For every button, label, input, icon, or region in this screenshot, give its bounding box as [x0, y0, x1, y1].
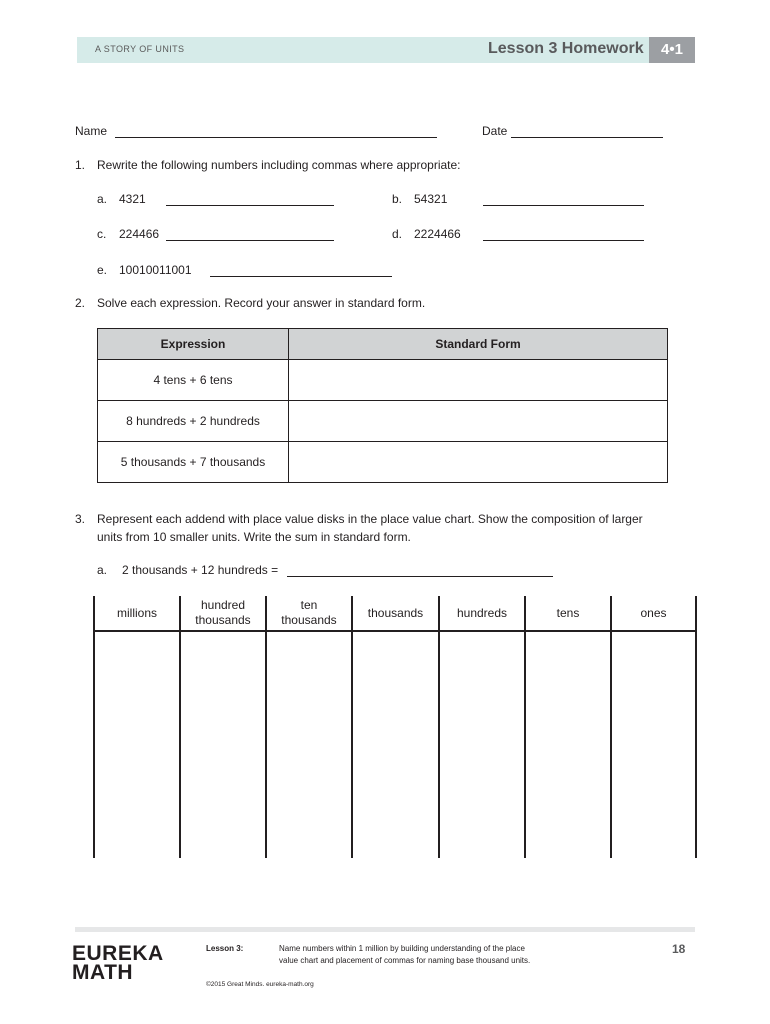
table-row [98, 401, 668, 442]
chart-column-line [93, 596, 95, 858]
logo-line-math: MATH [72, 961, 134, 984]
problem-2-prompt: Solve each expression. Record your answer in standard form. [97, 296, 426, 310]
chart-header-divider [93, 630, 697, 632]
eureka-math-logo [72, 944, 164, 982]
expression-cell: 4 tens + 6 tens [98, 360, 289, 401]
chart-column-line [265, 596, 267, 858]
expression-cell: 8 hundreds + 2 hundreds [98, 401, 289, 442]
standard-form-answer-cell[interactable] [289, 442, 668, 483]
column-ten-thousands [267, 596, 351, 630]
expression-table [97, 328, 668, 483]
problem-2-number: 2. [75, 296, 86, 310]
part-a-expression: 2 thousands + 12 hundreds = [122, 563, 279, 577]
column-hundred-thousands-label: hundred thousands [195, 598, 251, 627]
chart-column-line [351, 596, 353, 858]
expression-cell: 5 thousands + 7 thousands [98, 442, 289, 483]
column-thousands: thousands [367, 605, 424, 620]
footer-copyright: ©2015 Great Minds. eureka-math.org [206, 981, 314, 988]
table-row [98, 442, 668, 483]
footer-lesson-desc-line2: value chart and placement of commas for naming base thousand units. [279, 956, 531, 965]
part-a-label: a. [97, 563, 108, 577]
column-ten-thousands-label: ten thousands [281, 598, 337, 627]
footer-bar [75, 927, 695, 932]
story-of-units-label: A STORY OF UNITS [95, 44, 185, 54]
item-a-answer-line[interactable] [166, 205, 334, 206]
chart-column-line [695, 596, 697, 858]
item-c-label: c. [97, 227, 107, 241]
logo-line-eureka: EUREKA [72, 942, 164, 965]
standard-form-answer-cell[interactable] [289, 401, 668, 442]
problem-1-prompt: Rewrite the following numbers including commas where appropriate: [97, 158, 461, 172]
item-d-label: d. [392, 227, 403, 241]
chart-column-line [524, 596, 526, 858]
footer-lesson-label: Lesson 3: [206, 944, 244, 953]
item-e-value: 10010011001 [119, 263, 192, 277]
footer-lesson-desc-line1: Name numbers within 1 million by building understanding of the place [279, 944, 525, 953]
chart-column-line [610, 596, 612, 858]
date-label: Date [482, 124, 508, 138]
item-c-answer-line[interactable] [166, 240, 334, 241]
table-row [98, 360, 668, 401]
name-label: Name [75, 124, 108, 138]
item-b-value: 54321 [414, 192, 448, 206]
item-e-answer-line[interactable] [210, 276, 392, 277]
item-b-label: b. [392, 192, 403, 206]
date-field[interactable] [511, 137, 663, 138]
item-b-answer-line[interactable] [483, 205, 644, 206]
item-e-label: e. [97, 263, 108, 277]
page-number: 18 [672, 942, 686, 956]
problem-3-prompt-line2: units from 10 smaller units. Write the sum in standard form. [97, 530, 411, 544]
name-field[interactable] [115, 137, 437, 138]
column-ones: ones [640, 605, 667, 620]
chart-column-line [438, 596, 440, 858]
column-tens: tens [556, 605, 580, 620]
item-d-value: 2224466 [414, 227, 461, 241]
item-a-value: 4321 [119, 192, 146, 206]
lesson-title: Lesson 3 Homework [488, 40, 644, 57]
table-header-row [98, 329, 668, 360]
column-millions: millions [116, 605, 157, 620]
item-c-value: 224466 [119, 227, 160, 241]
problem-3-prompt-line1: Represent each addend with place value disks in the place value chart. Show the composition of larger [97, 512, 643, 526]
part-a-answer-line[interactable] [287, 576, 553, 577]
column-hundreds: hundreds [456, 605, 508, 620]
expression-header: Expression [98, 329, 289, 360]
chart-column-line [179, 596, 181, 858]
module-badge: 4•1 [649, 37, 695, 63]
place-value-chart[interactable] [93, 596, 697, 858]
standard-form-answer-cell[interactable] [289, 360, 668, 401]
column-hundred-thousands [181, 596, 265, 630]
item-d-answer-line[interactable] [483, 240, 644, 241]
problem-1-number: 1. [75, 158, 86, 172]
item-a-label: a. [97, 192, 108, 206]
problem-3-number: 3. [75, 512, 86, 526]
standard-form-header: Standard Form [289, 329, 668, 360]
